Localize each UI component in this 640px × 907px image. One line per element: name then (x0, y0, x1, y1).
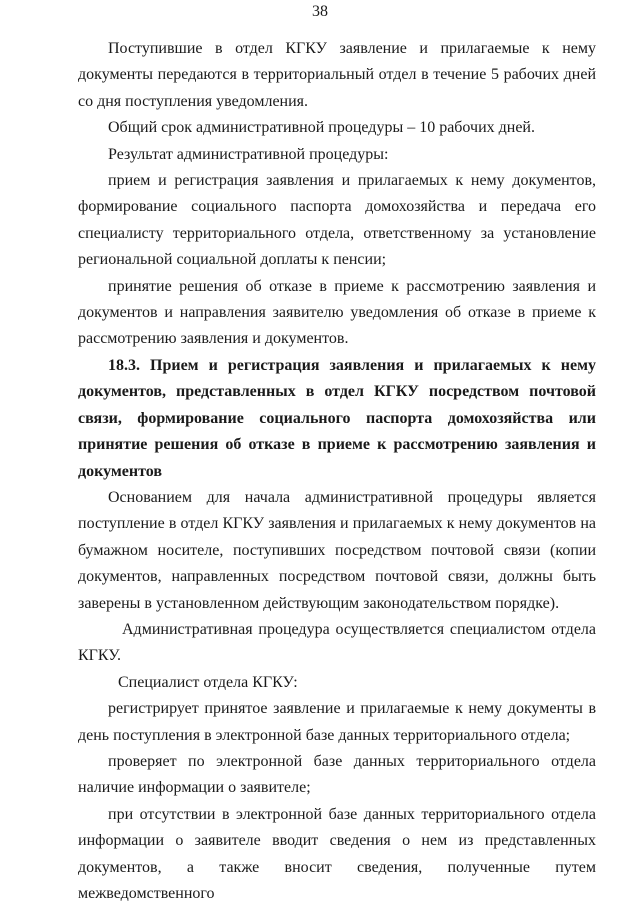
document-body (78, 36, 596, 907)
section-heading-18-3: 18.3. Прием и регистрация заявления и прилагаемых к нему документов, представленных в отдел КГКУ посредством почтовой связи, формирование социального паспорта домохозяйства или принятие решения об отказе в приеме к рассмотрению заявления и документов (78, 356, 596, 480)
paragraph-enters-data: при отсутствии в электронной базе данных территориального отдела информации о заявителе вводит сведения о нем из представленных документов, а также вносит сведения, полученные путем межведомственного (78, 805, 596, 902)
paragraph-result-heading: Результат административной процедуры: (108, 145, 389, 163)
paragraph-transfer-documents: Поступившие в отдел КГКУ заявление и прилагаемые к нему документы передаются в территориальный отдел в течение 5 рабочих дней со дня поступления уведомления. (78, 40, 596, 110)
paragraph-basis: Основанием для начала административной процедуры является поступление в отдел КГКУ заявления и прилагаемых к нему документов на бумажном носителе, поступивших посредством почтовой связи (копии документов, направленных посредством почтовой связи, должны быть заверены в установленном действующим законодательством порядке). (78, 488, 596, 612)
paragraph-result-refusal: принятие решения об отказе в приеме к рассмотрению заявления и документов и направления заявителю уведомления об отказе в приеме к рассмотрению заявления и документов. (78, 277, 596, 348)
paragraph-performed-by: Административная процедура осуществляется специалистом отдела КГКУ. (78, 620, 596, 665)
paragraph-checks: проверяет по электронной базе данных территориального отдела наличие информации о заявителе; (78, 752, 596, 797)
paragraph-registers: регистрирует принятое заявление и прилагаемые к нему документы в день поступления в электронной базе данных территориального отдела; (78, 700, 596, 744)
paragraph-result-registration: прием и регистрация заявления и прилагаемых к нему документов, формирование социального паспорта домохозяйства и передача его специалисту территориального отдела, ответственному за установление региональной социальной доплаты к пенсии; (78, 172, 596, 269)
page-number: 38 (312, 3, 328, 20)
paragraph-total-term: Общий срок административной процедуры – 10 рабочих дней. (108, 119, 535, 137)
paragraph-specialist-heading: Специалист отдела КГКУ: (118, 673, 298, 691)
